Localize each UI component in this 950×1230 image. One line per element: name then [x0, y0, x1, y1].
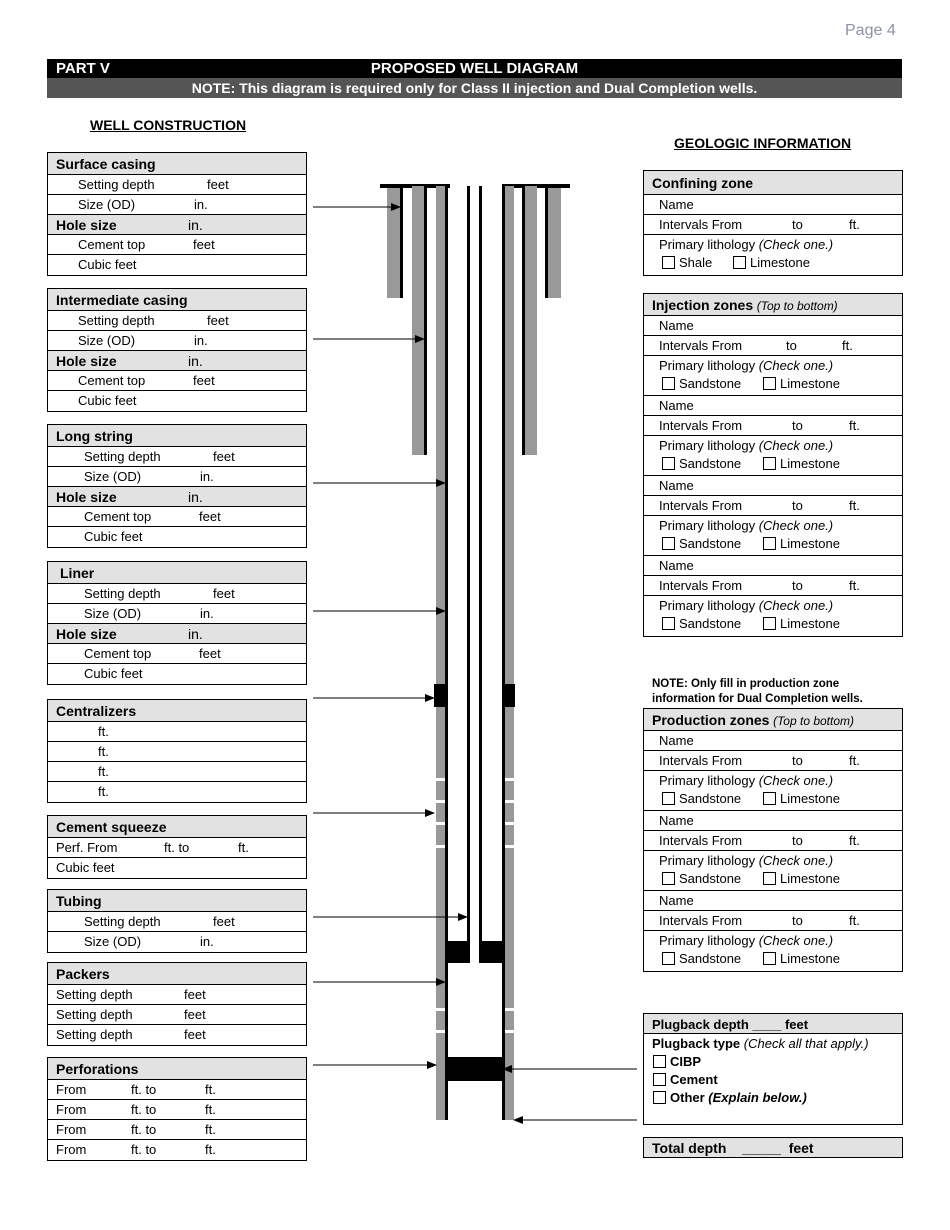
packers-box	[47, 962, 307, 1046]
long-string-box	[47, 424, 307, 548]
surface-setting-depth-field[interactable]: Setting depth feet	[48, 175, 306, 195]
injection-zones-title: Injection zones	[652, 297, 754, 313]
centralizer-row[interactable]: ft.	[48, 742, 306, 762]
centralizer-row[interactable]: ft.	[98, 784, 109, 799]
perforation-row[interactable]: From ft. to ft.	[48, 1100, 306, 1120]
packers-title: Packers	[56, 966, 110, 982]
long-string-title: Long string	[56, 428, 133, 444]
intermediate-size-field[interactable]: Size (OD) in.	[48, 331, 306, 351]
well-construction-title: WELL CONSTRUCTION	[90, 117, 247, 133]
cement-squeeze-box	[47, 815, 307, 879]
limestone-checkbox[interactable]: Limestone	[733, 255, 810, 270]
surface-cement-top-field[interactable]: Cement top feet	[48, 235, 306, 255]
surface-casing-graphic	[380, 184, 570, 298]
intermediate-casing-graphic	[412, 186, 537, 455]
perforations-title: Perforations	[56, 1061, 139, 1077]
production-zones-box: Production zones (Top to bottom) Name Intervals From to ft. Primary lithology (Check one.) Sandstone Limestone Name Intervals From to ft. Primary lithology (Check one.) Sandstone Limestone Name Intervals From to ft. Primary lithology (Check one.) Sandstone Limestone	[643, 708, 903, 972]
packer-right	[479, 941, 503, 963]
confining-lithology: Primary lithology (Check one.) Shale Limestone	[659, 237, 834, 270]
injection-lithology: Primary lithology (Check one.) Sandstone Limestone	[659, 598, 840, 631]
limestone-checkbox[interactable]: Limestone	[763, 791, 840, 806]
production-name-field[interactable]: Name	[644, 891, 902, 911]
production-note: NOTE: Only fill in production zone information for Dual Completion wells.	[652, 678, 863, 705]
header-note: NOTE: This diagram is required only for Class II injection and Dual Completion wells.	[47, 78, 902, 98]
liner-cement-top-field[interactable]: Cement top feet	[48, 644, 306, 664]
part-title: PROPOSED WELL DIAGRAM	[370, 60, 579, 77]
intermediate-hole-size-field[interactable]: Hole size in.	[48, 351, 306, 371]
limestone-checkbox[interactable]: Limestone	[763, 871, 840, 886]
plugback-type: Plugback type (Check all that apply.) CIBP Cement Other (Explain below.)	[652, 1036, 869, 1105]
packer-row[interactable]: Setting depth feet	[56, 1027, 206, 1042]
intermediate-cement-top-field[interactable]: Cement top feet	[48, 371, 306, 391]
geologic-information-title: GEOLOGIC INFORMATION	[674, 135, 852, 151]
centralizer-right	[502, 684, 515, 707]
surface-cubic-feet-field[interactable]: Cubic feet	[78, 257, 137, 272]
part-header	[47, 59, 902, 98]
packer-row[interactable]: Setting depth feet	[48, 985, 306, 1005]
squeeze-cubic-feet-field[interactable]: Cubic feet	[56, 860, 115, 875]
tubing-setting-depth-field[interactable]: Setting depth feet	[48, 912, 306, 932]
surface-hole-size-field[interactable]: Hole size in.	[48, 215, 306, 235]
production-lithology: Primary lithology (Check one.) Sandstone Limestone	[644, 771, 902, 811]
sandstone-checkbox[interactable]: Sandstone	[662, 791, 741, 806]
liner-cubic-feet-field[interactable]: Cubic feet	[84, 666, 143, 681]
surface-size-field[interactable]: Size (OD) in.	[48, 195, 306, 215]
injection-intervals-field[interactable]: Intervals From to ft.	[644, 576, 902, 596]
production-name-field[interactable]: Name	[644, 811, 902, 831]
injection-intervals-field[interactable]: Intervals From to ft.	[644, 496, 902, 516]
intermediate-setting-depth-field[interactable]: Setting depth feet	[48, 311, 306, 331]
plugback-depth-field[interactable]: Plugback depth ____ feet	[644, 1014, 902, 1034]
injection-lithology: Primary lithology (Check one.) Sandstone Limestone	[644, 516, 902, 556]
centralizers-title: Centralizers	[56, 703, 137, 719]
limestone-checkbox[interactable]: Limestone	[763, 456, 840, 471]
sandstone-checkbox[interactable]: Sandstone	[662, 871, 741, 886]
shale-checkbox[interactable]: Shale	[662, 255, 712, 270]
tubing-size-field[interactable]: Size (OD) in.	[84, 934, 214, 949]
production-intervals-field[interactable]: Intervals From to ft.	[644, 751, 902, 771]
production-lithology: Primary lithology (Check one.) Sandstone Limestone	[644, 851, 902, 891]
surface-casing-title: Surface casing	[56, 156, 156, 172]
perforation-row[interactable]: From ft. to ft.	[48, 1120, 306, 1140]
long-string-graphic	[436, 186, 514, 1120]
centralizers-box	[47, 699, 307, 803]
perforation-row[interactable]: From ft. to ft.	[48, 1080, 306, 1100]
confining-zone-title: Confining zone	[652, 175, 754, 191]
tubing-title: Tubing	[56, 893, 102, 909]
cibp-checkbox[interactable]: CIBP	[653, 1054, 701, 1069]
injection-name-field[interactable]: Name	[644, 396, 902, 416]
perforations-box	[47, 1057, 307, 1161]
injection-name-field[interactable]: Name	[644, 556, 902, 576]
part-label: PART V	[56, 60, 110, 77]
long-string-setting-depth-field[interactable]: Setting depth feet	[48, 447, 306, 467]
injection-lithology: Primary lithology (Check one.) Sandstone Limestone	[644, 436, 902, 476]
sandstone-checkbox[interactable]: Sandstone	[662, 456, 741, 471]
plugback-box	[643, 1013, 903, 1125]
limestone-checkbox[interactable]: Limestone	[763, 376, 840, 391]
sandstone-checkbox[interactable]: Sandstone	[662, 951, 741, 966]
confining-name-field[interactable]: Name	[644, 195, 902, 215]
cement-squeeze-title: Cement squeeze	[56, 819, 167, 835]
centralizer-left	[434, 684, 446, 707]
injection-intervals-field[interactable]: Intervals From to ft.	[644, 416, 902, 436]
intermediate-casing-box	[47, 288, 307, 412]
surface-casing-box	[47, 152, 307, 276]
other-checkbox[interactable]: Other (Explain below.)	[653, 1090, 807, 1105]
sandstone-checkbox[interactable]: Sandstone	[662, 616, 741, 631]
production-zones-title: Production zones	[652, 712, 770, 728]
production-lithology: Primary lithology (Check one.) Sandstone Limestone	[659, 933, 840, 966]
packer-row[interactable]: Setting depth feet	[48, 1005, 306, 1025]
sandstone-checkbox[interactable]: Sandstone	[662, 376, 741, 391]
injection-lithology: Primary lithology (Check one.) Sandstone Limestone	[644, 356, 902, 396]
perf-from-field[interactable]: Perf. From ft. to ft.	[48, 838, 306, 858]
liner-setting-depth-field[interactable]: Setting depth feet	[48, 584, 306, 604]
centralizer-row[interactable]: ft.	[48, 762, 306, 782]
injection-intervals-field[interactable]: Intervals From to ft.	[644, 336, 902, 356]
page-number: Page 4	[845, 22, 896, 39]
tubing-graphic	[467, 186, 482, 961]
intermediate-casing-title: Intermediate casing	[56, 292, 188, 308]
long-string-hole-size-field[interactable]: Hole size in.	[48, 487, 306, 507]
limestone-checkbox[interactable]: Limestone	[763, 536, 840, 551]
injection-name-field[interactable]: Name	[644, 476, 902, 496]
cement-checkbox[interactable]: Cement	[653, 1072, 718, 1087]
tubing-box	[47, 889, 307, 953]
packer-left	[448, 941, 470, 963]
confining-intervals-field[interactable]: Intervals From to ft.	[644, 215, 902, 235]
perforation-row[interactable]: From ft. to ft.	[56, 1142, 216, 1157]
sandstone-checkbox[interactable]: Sandstone	[662, 536, 741, 551]
production-intervals-field[interactable]: Intervals From to ft.	[644, 831, 902, 851]
liner-size-field[interactable]: Size (OD) in.	[48, 604, 306, 624]
intermediate-cubic-feet-field[interactable]: Cubic feet	[78, 393, 137, 408]
long-string-size-field[interactable]: Size (OD) in.	[48, 467, 306, 487]
centralizer-row[interactable]: ft.	[48, 722, 306, 742]
plugback-graphic	[448, 1057, 503, 1081]
total-depth-field[interactable]: Total depth _____ feet	[643, 1137, 903, 1158]
liner-hole-size-field[interactable]: Hole size in.	[48, 624, 306, 644]
long-string-cement-top-field[interactable]: Cement top feet	[48, 507, 306, 527]
injection-name-field[interactable]: Name	[644, 316, 902, 336]
long-string-cubic-feet-field[interactable]: Cubic feet	[84, 529, 143, 544]
production-intervals-field[interactable]: Intervals From to ft.	[644, 911, 902, 931]
limestone-checkbox[interactable]: Limestone	[763, 951, 840, 966]
injection-zones-box: Injection zones (Top to bottom) Name Intervals From to ft. Primary lithology (Check one.) Sandstone Limestone Name Intervals From to ft. Primary lithology (Check one.) Sandstone Limestone Name Intervals From to ft. Primary lithology (Check one.) Sandstone Limestone Name Intervals From to ft. Primary lithology (Check one.) Sandstone Limestone	[643, 293, 903, 637]
confining-zone-box	[643, 170, 903, 276]
liner-box	[47, 561, 307, 685]
liner-title: Liner	[60, 565, 95, 581]
limestone-checkbox[interactable]: Limestone	[763, 616, 840, 631]
production-name-field[interactable]: Name	[644, 731, 902, 751]
